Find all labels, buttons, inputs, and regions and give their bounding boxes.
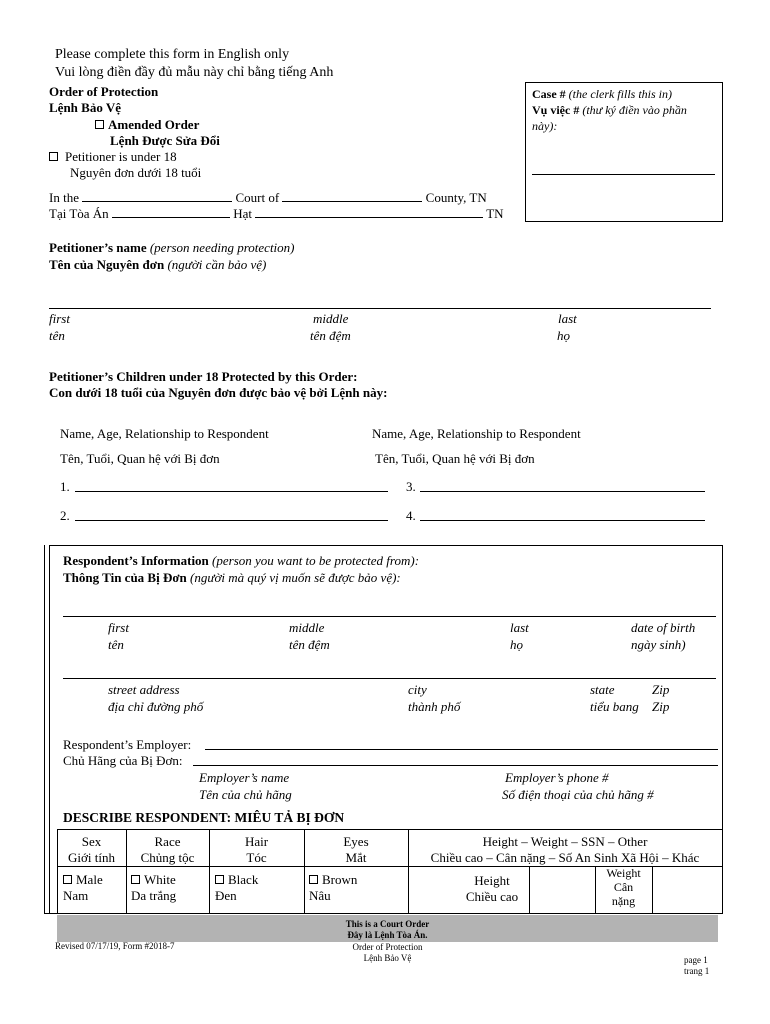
resp-employer-label: Respondent’s Employer: xyxy=(63,737,192,752)
in-the-label: In the xyxy=(49,190,79,205)
petitioner-name-field[interactable] xyxy=(49,308,711,309)
col-hair-header: Hair Tóc xyxy=(244,834,269,865)
case-label-en: Case # (the clerk fills this in) xyxy=(532,87,672,101)
pet-middle-label-vi: tên đệm xyxy=(310,328,351,343)
revised-date: Revised 07/17/19, Form #2018-7 xyxy=(55,941,175,951)
respondent-box-left-inner xyxy=(49,545,50,914)
resp-zip-label: Zip xyxy=(652,682,670,697)
children-col-left-en: Name, Age, Relationship to Respondent xyxy=(60,426,269,441)
pet-first-label: first xyxy=(49,311,70,326)
resp-street-label: street address xyxy=(108,682,180,697)
col-race-header: Race Chủng tộc xyxy=(140,834,195,865)
amended-checkbox[interactable] xyxy=(95,120,104,129)
order-title-en: Order of Protection xyxy=(49,84,159,99)
respondent-address-field[interactable] xyxy=(63,678,716,679)
eyes-brown-option[interactable]: Brown Nâu xyxy=(309,872,358,903)
sex-male-option[interactable]: Male Nam xyxy=(63,872,103,903)
child-1-label: 1. xyxy=(60,479,70,494)
eyes-brown-checkbox[interactable] xyxy=(309,875,318,884)
resp-middle-label: middle xyxy=(289,620,325,635)
resp-city-label-vi: thành phố xyxy=(408,699,461,714)
child-1-field[interactable] xyxy=(75,491,388,492)
describe-col-line-5 xyxy=(529,866,530,914)
col-sex-header: Sex Giới tính xyxy=(68,834,115,865)
col-eyes-header: Eyes Mắt xyxy=(343,834,369,865)
court-name-field-vi[interactable] xyxy=(112,206,230,218)
height-label: Height Chiều cao xyxy=(465,873,519,904)
respondent-heading-vi: Thông Tin của Bị Đơn (người mà quý vị muốn sẽ được bảo vệ): xyxy=(63,570,401,585)
resp-state-label-vi: tiểu bang xyxy=(590,699,639,714)
county-field[interactable] xyxy=(282,190,422,202)
county-tn-label: County, TN xyxy=(425,190,487,205)
hair-black-option[interactable]: Black Đen xyxy=(215,872,259,903)
petitioner-minor-label-vi: Nguyên đơn dưới 18 tuổi xyxy=(70,165,202,180)
petitioner-minor-label: Petitioner is under 18 xyxy=(65,149,177,164)
employer-name-label: Employer’s name xyxy=(199,770,290,785)
sex-male-checkbox[interactable] xyxy=(63,875,72,884)
children-col-left-vi: Tên, Tuổi, Quan hệ với Bị đơn xyxy=(60,451,220,466)
children-col-right-vi: Tên, Tuổi, Quan hệ với Bị đơn xyxy=(375,451,535,466)
court-line-en xyxy=(49,190,487,206)
court-of-label: Court of xyxy=(235,190,280,205)
resp-city-label: city xyxy=(408,682,427,697)
col-other-header: Height – Weight – SSN – Other Chiều cao – Cân nặng – Số An Sinh Xã Hội – Khác xyxy=(430,834,700,865)
case-note-vi-2: này): xyxy=(532,119,558,133)
petitioner-minor-option[interactable] xyxy=(49,149,177,165)
resp-middle-label-vi: tên đệm xyxy=(289,637,330,652)
pet-last-label: last xyxy=(558,311,577,326)
pet-last-label-vi: họ xyxy=(557,328,570,343)
children-heading-en: Petitioner’s Children under 18 Protected by this Order: xyxy=(49,369,358,384)
resp-first-label-vi: tên xyxy=(108,637,124,652)
instruction-english: Please complete this form in English only xyxy=(55,47,290,62)
page-number-en: page 1 xyxy=(684,955,708,965)
court-order-en: This is a Court Order xyxy=(345,919,430,929)
child-2-field[interactable] xyxy=(75,520,388,521)
resp-first-label: first xyxy=(108,620,129,635)
pet-first-label-vi: tên xyxy=(49,328,65,343)
children-heading-vi: Con dưới 18 tuổi của Nguyên đơn được bảo vệ bởi Lệnh này: xyxy=(49,385,388,400)
resp-employer-label-vi: Chủ Hãng của Bị Đơn: xyxy=(63,753,183,768)
court-of-label-vi: Hạt xyxy=(233,206,252,221)
respondent-name-field[interactable] xyxy=(63,616,716,617)
amended-label: Amended Order xyxy=(108,117,200,132)
footer-order-vi: Lệnh Bảo Vệ xyxy=(363,953,412,963)
footer-divider xyxy=(44,913,722,914)
resp-dob-label: date of birth xyxy=(631,620,696,635)
describe-col-line-7 xyxy=(652,866,653,914)
hair-black-checkbox[interactable] xyxy=(215,875,224,884)
describe-table-top xyxy=(57,829,722,830)
describe-heading: DESCRIBE RESPONDENT: MIÊU TẢ BỊ ĐƠN xyxy=(63,810,345,825)
page-number-vi: trang 1 xyxy=(684,966,710,976)
instruction-vietnamese: Vui lòng điền đầy đủ mẫu này chỉ bằng tiếng Anh xyxy=(55,65,334,80)
resp-street-label-vi: địa chỉ đường phố xyxy=(108,699,204,714)
order-title-vi: Lệnh Bảo Vệ xyxy=(49,100,121,115)
case-label-vi: Vụ việc # (thư ký điền vào phần xyxy=(532,103,687,117)
child-3-field[interactable] xyxy=(420,491,705,492)
employer-phone-label: Employer’s phone # xyxy=(505,770,609,785)
in-the-label-vi: Tại Tòa Án xyxy=(49,206,109,221)
county-field-vi[interactable] xyxy=(255,206,483,218)
race-white-option[interactable]: White Da trắng xyxy=(131,872,177,903)
petitioner-name-heading-en: Petitioner’s name (person needing protection) xyxy=(49,240,295,255)
court-line-vi xyxy=(49,206,504,222)
respondent-box-left-outer xyxy=(44,545,45,914)
race-white-checkbox[interactable] xyxy=(131,875,140,884)
respondent-heading-en: Respondent’s Information (person you want to be protected from): xyxy=(63,553,420,568)
resp-state-label: state xyxy=(590,682,615,697)
child-2-label: 2. xyxy=(60,508,70,523)
child-4-label: 4. xyxy=(406,508,416,523)
resp-zip-label-vi: Zip xyxy=(652,699,670,714)
respondent-box-right xyxy=(722,545,723,914)
court-name-field[interactable] xyxy=(82,190,232,202)
respondent-box-top xyxy=(49,545,722,546)
case-number-box xyxy=(525,82,723,222)
resp-last-label: last xyxy=(510,620,529,635)
petitioner-minor-checkbox[interactable] xyxy=(49,152,58,161)
petitioner-name-heading-vi: Tên của Nguyên đơn (người cần bảo vệ) xyxy=(49,257,267,272)
employer-name-label-vi: Tên của chủ hãng xyxy=(199,787,292,802)
resp-employer-field[interactable] xyxy=(205,749,718,750)
weight-label: Weight Cân nặng xyxy=(606,866,641,908)
case-number-field[interactable] xyxy=(532,174,715,175)
footer-order-en: Order of Protection xyxy=(352,942,423,952)
resp-dob-label-vi: ngày sinh) xyxy=(631,637,686,652)
pet-middle-label: middle xyxy=(313,311,349,326)
child-4-field[interactable] xyxy=(420,520,705,521)
amended-order-option[interactable] xyxy=(95,117,199,133)
child-3-label: 3. xyxy=(406,479,416,494)
amended-label-vi: Lệnh Được Sửa Đổi xyxy=(110,133,220,148)
resp-employer-field-vi[interactable] xyxy=(193,765,718,766)
resp-last-label-vi: họ xyxy=(510,637,523,652)
children-col-right-en: Name, Age, Relationship to Respondent xyxy=(372,426,581,441)
employer-phone-label-vi: Số điện thoại của chủ hãng # xyxy=(502,787,654,802)
court-order-vi: Đây là Lệnh Tòa Án. xyxy=(347,930,428,940)
county-tn-label-vi: TN xyxy=(486,206,504,221)
